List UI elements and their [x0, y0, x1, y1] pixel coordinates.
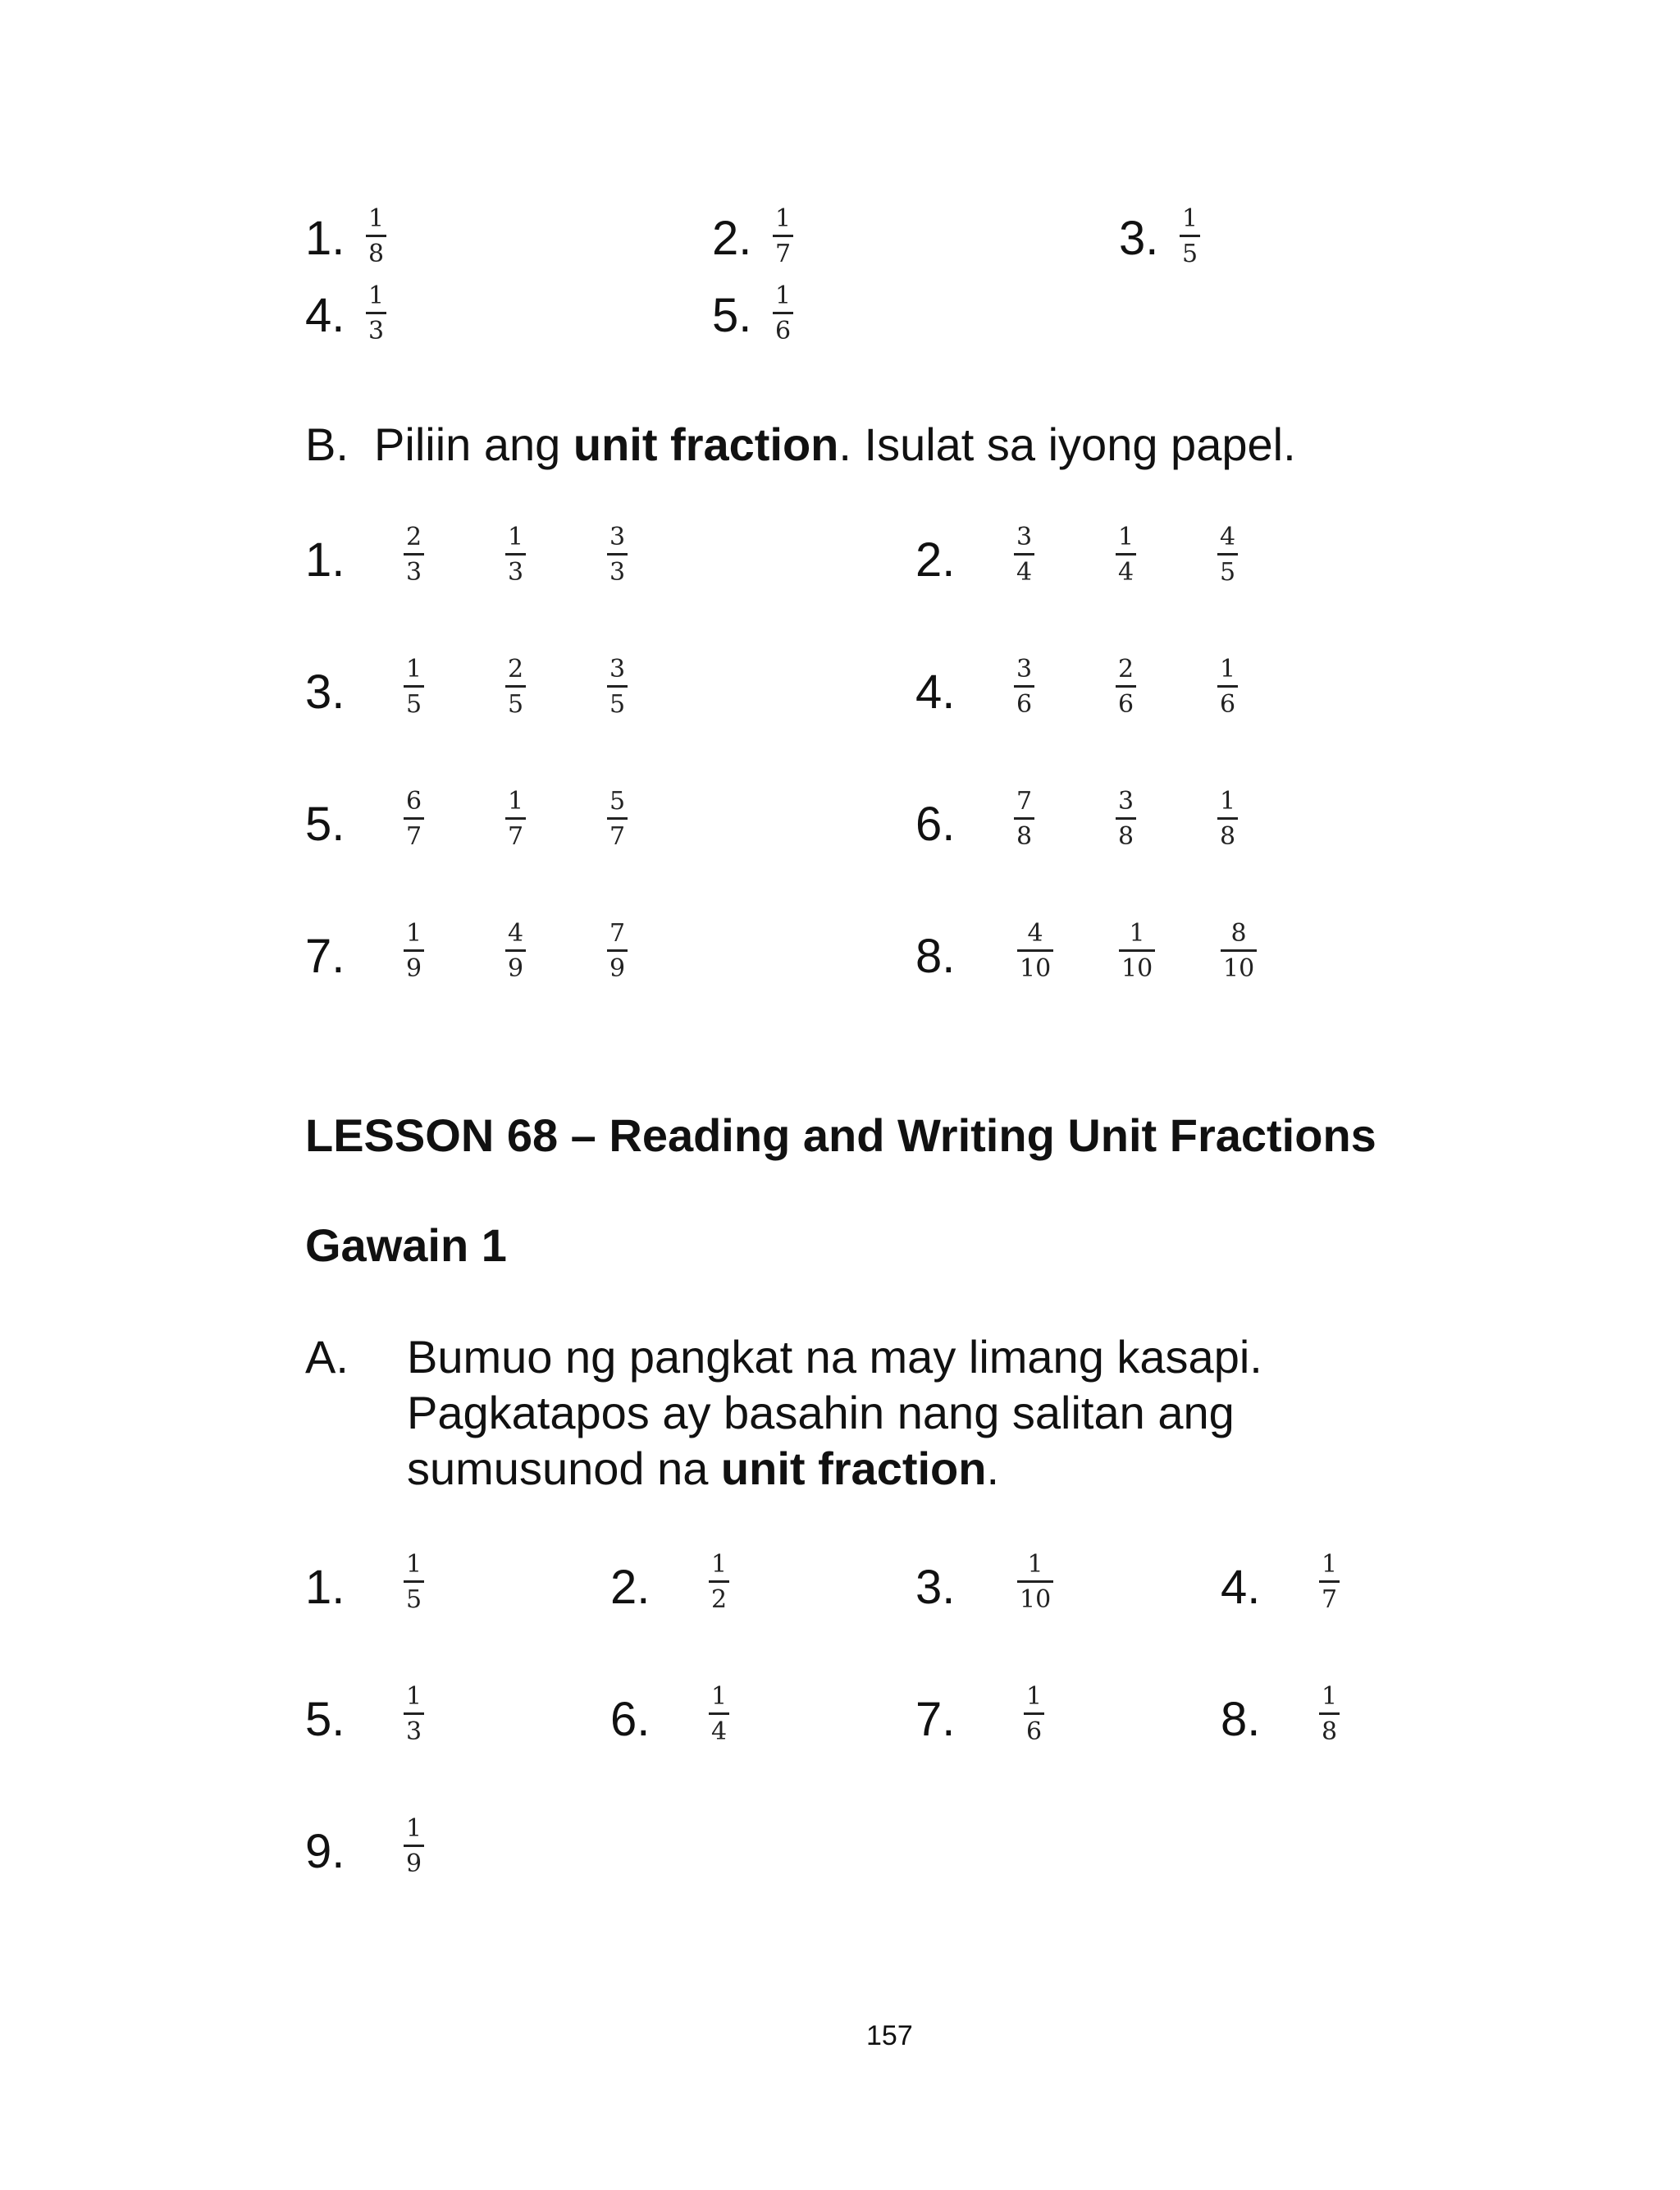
item-label: 8. — [915, 930, 956, 983]
numerator: 7 — [609, 919, 626, 948]
fraction — [607, 789, 628, 849]
item-label: 6. — [610, 1693, 651, 1746]
numerator: 3 — [609, 655, 626, 684]
numerator: 1 — [368, 281, 385, 310]
fraction — [404, 789, 424, 849]
denominator: 6 — [1220, 690, 1236, 719]
item-label: 3. — [1119, 212, 1159, 265]
numerator: 3 — [1016, 655, 1033, 684]
fraction — [1319, 1552, 1340, 1612]
fraction — [1217, 789, 1238, 849]
fraction — [505, 921, 526, 981]
denominator: 9 — [406, 1849, 422, 1878]
section-a-letter: A. — [305, 1331, 349, 1383]
item-label: 1. — [305, 212, 345, 265]
numerator: 1 — [1182, 204, 1198, 233]
numerator: 1 — [775, 204, 792, 233]
item-label: 6. — [915, 798, 956, 851]
fraction — [505, 789, 526, 849]
fraction — [1180, 204, 1200, 268]
denominator: 5 — [508, 690, 524, 719]
fraction — [1221, 921, 1257, 981]
numerator: 3 — [1016, 523, 1033, 551]
item-label: 2. — [915, 533, 956, 587]
denominator: 7 — [1322, 1585, 1338, 1614]
fraction — [1119, 921, 1155, 981]
item-label: 8. — [1221, 1693, 1261, 1746]
denominator: 3 — [406, 558, 422, 587]
fraction — [404, 921, 424, 981]
denominator: 7 — [508, 822, 524, 851]
instruction-line-1: Bumuo ng pangkat na may limang kasapi. — [407, 1331, 1262, 1383]
instruction-text-end: . Isulat sa iyong papel. — [838, 418, 1296, 470]
item-label: 1. — [305, 1561, 345, 1614]
numerator: 1 — [1026, 1682, 1043, 1711]
denominator: 3 — [508, 558, 524, 587]
instruction-text: sumusunod na — [407, 1442, 721, 1494]
denominator: 8 — [1220, 822, 1236, 851]
numerator: 1 — [406, 1682, 422, 1711]
numerator: 1 — [406, 655, 422, 684]
fraction — [1014, 789, 1034, 849]
numerator: 1 — [1118, 523, 1134, 551]
numerator: 1 — [711, 1550, 728, 1579]
denominator: 5 — [1182, 240, 1198, 268]
fraction — [505, 657, 526, 717]
denominator: 4 — [711, 1717, 728, 1746]
numerator: 2 — [406, 523, 422, 551]
fraction — [1116, 525, 1136, 585]
fraction — [773, 204, 793, 268]
numerator: 1 — [368, 204, 385, 233]
denominator: 10 — [1223, 954, 1255, 983]
instruction-line-2: Pagkatapos ay basahin nang salitan ang — [407, 1387, 1235, 1438]
item-label: 4. — [915, 665, 956, 719]
item-label: 2. — [712, 212, 752, 265]
fraction — [404, 1814, 424, 1878]
fraction — [366, 204, 386, 268]
numerator: 4 — [1220, 523, 1236, 551]
fraction — [1017, 921, 1053, 981]
fraction — [1014, 525, 1034, 585]
fraction — [1319, 1682, 1340, 1746]
denominator: 8 — [1016, 822, 1033, 851]
fraction — [773, 281, 793, 345]
denominator: 3 — [368, 317, 385, 345]
denominator: 7 — [406, 822, 422, 851]
denominator: 8 — [1322, 1717, 1338, 1746]
fraction — [1014, 657, 1034, 717]
item-label: 7. — [915, 1693, 956, 1746]
numerator: 1 — [711, 1682, 728, 1711]
denominator: 10 — [1020, 954, 1052, 983]
fraction — [1116, 657, 1136, 717]
item-label: 4. — [305, 289, 345, 342]
lesson-title: LESSON 68 – Reading and Writing Unit Fractions — [305, 1109, 1376, 1161]
denominator: 8 — [1118, 822, 1134, 851]
denominator: 3 — [609, 558, 626, 587]
item-label: 5. — [712, 289, 752, 342]
numerator: 3 — [1118, 787, 1134, 816]
item-label: 4. — [1221, 1561, 1261, 1614]
denominator: 9 — [508, 954, 524, 983]
numerator: 3 — [609, 523, 626, 551]
numerator: 1 — [406, 1550, 422, 1579]
denominator: 5 — [609, 690, 626, 719]
section-a-instruction — [407, 1329, 1262, 1497]
numerator: 4 — [508, 919, 524, 948]
section-b-instruction — [305, 417, 1296, 473]
denominator: 4 — [1016, 558, 1033, 587]
instruction-text-end: . — [986, 1442, 1000, 1494]
numerator: 1 — [406, 919, 422, 948]
denominator: 7 — [609, 822, 626, 851]
denominator: 6 — [1016, 690, 1033, 719]
fraction — [1116, 789, 1136, 849]
fraction — [505, 525, 526, 585]
section-letter: B. — [305, 418, 349, 470]
numerator: 5 — [609, 787, 626, 816]
denominator: 5 — [406, 1585, 422, 1614]
numerator: 2 — [1118, 655, 1134, 684]
fraction — [404, 1682, 424, 1746]
fraction — [1017, 1552, 1053, 1612]
fraction — [404, 1552, 424, 1612]
denominator: 2 — [711, 1585, 728, 1614]
numerator: 1 — [508, 787, 524, 816]
numerator: 1 — [1322, 1682, 1338, 1711]
denominator: 10 — [1020, 1585, 1052, 1614]
numerator: 1 — [1129, 919, 1145, 948]
numerator: 1 — [1027, 1550, 1043, 1579]
numerator: 1 — [1322, 1550, 1338, 1579]
numerator: 8 — [1230, 919, 1247, 948]
denominator: 9 — [406, 954, 422, 983]
numerator: 1 — [406, 1814, 422, 1843]
item-label: 7. — [305, 930, 345, 983]
item-label: 5. — [305, 798, 345, 851]
denominator: 9 — [609, 954, 626, 983]
numerator: 1 — [1220, 787, 1236, 816]
denominator: 6 — [775, 317, 792, 345]
denominator: 7 — [775, 240, 792, 268]
instruction-text: Piliin ang — [374, 418, 573, 470]
item-label: 3. — [915, 1561, 956, 1614]
numerator: 1 — [1220, 655, 1236, 684]
item-label: 2. — [610, 1561, 651, 1614]
denominator: 8 — [368, 240, 385, 268]
item-label: 5. — [305, 1693, 345, 1746]
numerator: 4 — [1027, 919, 1043, 948]
numerator: 1 — [775, 281, 792, 310]
denominator: 3 — [406, 1717, 422, 1746]
fraction — [607, 525, 628, 585]
item-label: 1. — [305, 533, 345, 587]
numerator: 6 — [406, 787, 422, 816]
fraction — [1217, 657, 1238, 717]
page-number: 157 — [866, 2020, 913, 2051]
denominator: 6 — [1118, 690, 1134, 719]
fraction — [1217, 525, 1238, 585]
numerator: 2 — [508, 655, 524, 684]
item-label: 3. — [305, 665, 345, 719]
instruction-bold: unit fraction — [573, 418, 839, 470]
fraction — [709, 1682, 729, 1746]
fraction — [404, 657, 424, 717]
fraction — [366, 281, 386, 345]
denominator: 10 — [1121, 954, 1153, 983]
fraction — [1024, 1682, 1044, 1746]
item-label: 9. — [305, 1825, 345, 1878]
numerator: 7 — [1016, 787, 1033, 816]
fraction — [709, 1552, 729, 1612]
numerator: 1 — [508, 523, 524, 551]
instruction-line-3 — [407, 1441, 1262, 1497]
fraction — [404, 525, 424, 585]
denominator: 6 — [1026, 1717, 1043, 1746]
instruction-bold: unit fraction — [720, 1442, 987, 1494]
gawain-title: Gawain 1 — [305, 1219, 507, 1271]
fraction — [607, 657, 628, 717]
denominator: 4 — [1118, 558, 1134, 587]
denominator: 5 — [406, 690, 422, 719]
fraction — [607, 921, 628, 981]
denominator: 5 — [1220, 558, 1236, 587]
